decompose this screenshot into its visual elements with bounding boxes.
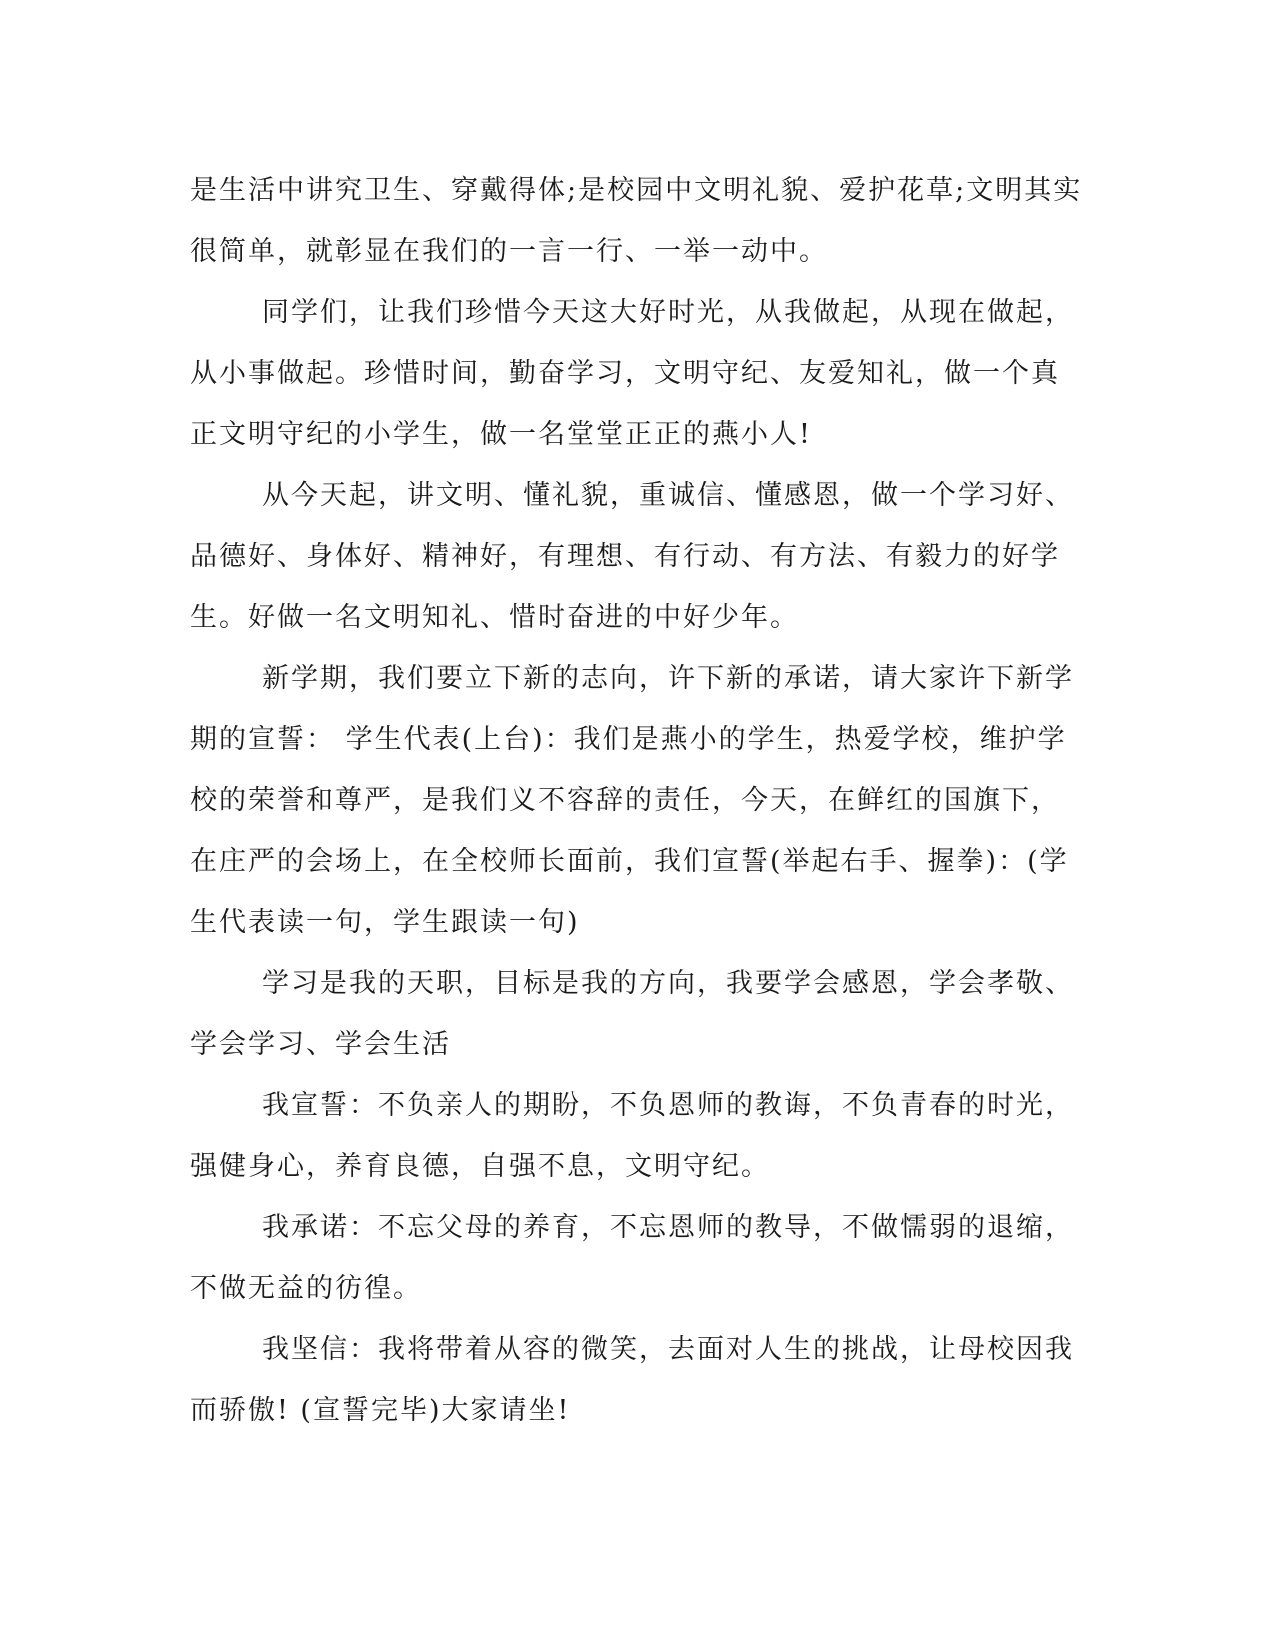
paragraph-2 [190,282,1090,465]
text-line: 正文明守纪的小学生，做一名堂堂正正的燕小人! [190,419,812,450]
text-line: 不做无益的彷徨。 [190,1273,422,1304]
text-line: 是生活中讲究卫生、穿戴得体;是校园中文明礼貌、爱护花草;文明其实 [190,175,1083,206]
text-line: 品德好、身体好、精神好，有理想、有行动、有方法、有毅力的好学 [190,541,1060,572]
paragraph-7 [190,1197,1090,1319]
text-line: 很简单，就彰显在我们的一言一行、一举一动中。 [190,236,828,267]
text-line: 校的荣誉和尊严，是我们义不容辞的责任，今天，在鲜红的国旗下， [190,785,1060,816]
paragraph-8 [190,1319,1090,1441]
text-line: 学会学习、学会生活 [190,1029,451,1060]
text-line: 新学期，我们要立下新的志向，许下新的承诺，请大家许下新学 [262,663,1074,694]
paragraph-3 [190,465,1090,648]
text-line: 我宣誓：不负亲人的期盼，不负恩师的教诲，不负青春的时光， [262,1090,1074,1121]
text-line: 学习是我的天职，目标是我的方向，我要学会感恩，学会孝敬、 [262,968,1074,999]
text-line: 生代表读一句，学生跟读一句) [190,907,580,938]
text-line: 我坚信：我将带着从容的微笑，去面对人生的挑战，让母校因我 [262,1334,1074,1365]
paragraph-5 [190,953,1090,1075]
text-line: 同学们，让我们珍惜今天这大好时光，从我做起，从现在做起， [262,297,1074,328]
text-line: 期的宣誓： 学生代表(上台)：我们是燕小的学生，热爱学校，维护学 [190,724,1067,755]
text-line: 我承诺：不忘父母的养育，不忘恩师的教导，不做懦弱的退缩， [262,1212,1074,1243]
document-body [190,160,1090,1441]
text-line: 而骄傲! (宣誓完毕)大家请坐! [190,1395,571,1426]
paragraph-4 [190,648,1090,953]
text-line: 强健身心，养育良德，自强不息，文明守纪。 [190,1151,770,1182]
paragraph-6 [190,1075,1090,1197]
text-line: 从小事做起。珍惜时间，勤奋学习，文明守纪、友爱知礼，做一个真 [190,358,1060,389]
text-line: 在庄严的会场上，在全校师长面前，我们宣誓(举起右手、握拳)：(学 [190,846,1069,877]
paragraph-1 [190,160,1090,282]
text-line: 生。好做一名文明知礼、惜时奋进的中好少年。 [190,602,799,633]
text-line: 从今天起，讲文明、懂礼貌，重诚信、懂感恩，做一个学习好、 [262,480,1074,511]
